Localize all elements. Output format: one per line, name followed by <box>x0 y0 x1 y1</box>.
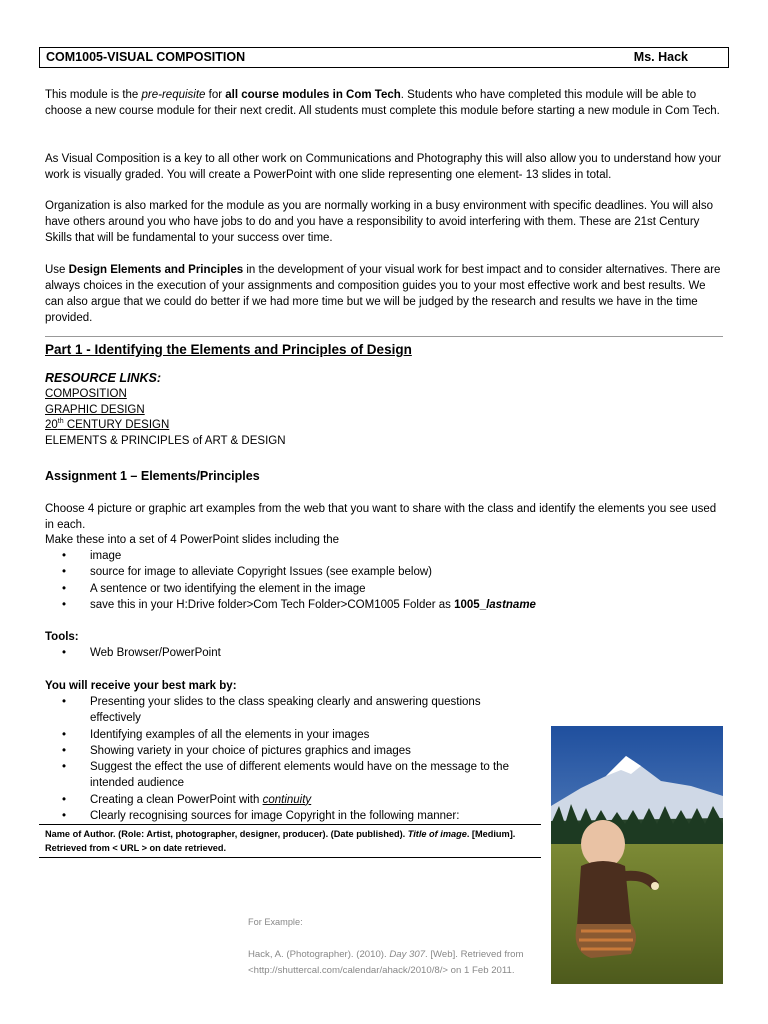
list-item <box>62 645 221 661</box>
example-photo <box>551 726 723 984</box>
example-citation <box>248 947 538 978</box>
link-elements-principles[interactable]: ELEMENTS & PRINCIPLES of ART & DESIGN <box>45 434 286 447</box>
list-item-text: A sentence or two identifying the element in the image <box>90 582 366 595</box>
text-run-italic: pre-requisite <box>141 89 206 101</box>
intro-paragraph-4 <box>45 262 725 326</box>
baby-in-meadow-photo <box>551 726 723 984</box>
marks-heading: You will receive your best mark by: <box>45 680 237 692</box>
text-run: 20 <box>45 419 58 431</box>
assignment-paragraph: Choose 4 picture or graphic art examples from the web that you want to share with the class and identify the elements you see used in each. <box>45 503 717 531</box>
tools-heading: Tools: <box>45 631 79 643</box>
resource-links <box>45 387 286 449</box>
marks-list <box>62 694 522 824</box>
bullet: • <box>62 744 67 757</box>
bullet: • <box>62 728 67 741</box>
list-item-text: Clearly recognising sources for image Copyright in the following manner: <box>90 810 460 823</box>
citation-format-box <box>39 824 541 858</box>
bullet: • <box>62 761 67 774</box>
superscript: th <box>57 418 64 426</box>
list-item-text: Suggest the effect the use of different elements would have on the message to the intended audience <box>90 761 509 790</box>
text-run: CENTURY DESIGN <box>63 419 170 431</box>
text-run: . [Medium]. Retrieved from < URL > on date retrieved. <box>45 829 516 853</box>
bullet: • <box>62 566 67 579</box>
list-item <box>62 759 522 792</box>
text-run-italic: Day 307 <box>389 949 426 960</box>
text-run-bold: all course modules in Com Tech <box>225 89 401 101</box>
link-20th-century-design[interactable] <box>45 418 286 434</box>
list-item <box>62 743 522 759</box>
example-label: For Example: <box>248 917 303 927</box>
list-item <box>62 792 522 808</box>
bullet: • <box>62 598 67 611</box>
section-divider <box>45 336 723 337</box>
text-run-italic: continuity <box>262 793 312 806</box>
bullet: • <box>62 696 67 708</box>
list-item <box>62 597 536 613</box>
course-title: COM1005-VISUAL COMPOSITION <box>46 50 246 64</box>
text-run-bold: Design Elements and Principles <box>68 264 244 276</box>
list-item <box>62 694 522 727</box>
bullet: • <box>62 582 67 595</box>
intro-paragraph-1 <box>45 87 725 119</box>
assignment-heading: Assignment 1 – Elements/Principles <box>45 469 260 483</box>
text-run-italic: Title of image <box>407 829 467 839</box>
intro-paragraph-2: As Visual Composition is a key to all other work on Communications and Photography this will also allow you to understand how your work is visually graded. You will create a PowerPoint with one slide representing one element- 13 slides in total. <box>45 153 722 181</box>
text-run-bold-italic: lastname <box>486 598 536 611</box>
text-run: . [Web]. Retrieved from <http://shuttercal.com/calendar/ahack/2010/8/> on 1 Feb 2011. <box>248 949 524 976</box>
list-item-text: source for image to alleviate Copyright Issues (see example below) <box>90 566 432 579</box>
text-run: This module is the <box>45 89 142 101</box>
bullet: • <box>62 647 67 659</box>
resource-links-heading: RESOURCE LINKS: <box>45 371 161 385</box>
list-item-text: Creating a clean PowerPoint with <box>90 793 263 806</box>
list-item <box>62 581 536 597</box>
list-item-text: image <box>90 550 122 562</box>
tools-list <box>62 645 221 661</box>
list-item <box>62 808 522 824</box>
list-item-text: Presenting your slides to the class speaking clearly and answering questions effectively <box>90 696 481 725</box>
assignment-list <box>62 548 536 613</box>
text-run: Use <box>45 264 69 276</box>
text-run-bold: 1005_ <box>454 598 487 611</box>
text-run: in the development of your visual work for best impact and to consider alternatives. There are always choices in the execution of your assignments and composition guides you to your most effective work and best results. We can also argue that we could do better if we had more time but we will be judged by the research and results we have in the time provided. <box>45 264 721 324</box>
bullet: • <box>62 810 67 823</box>
course-header <box>39 47 729 68</box>
text-run: for <box>205 89 226 101</box>
assignment-intro-line: Make these into a set of 4 PowerPoint slides including the <box>45 534 340 546</box>
list-item <box>62 548 536 564</box>
link-graphic-design[interactable]: GRAPHIC DESIGN <box>45 403 145 416</box>
list-item <box>62 727 522 743</box>
part1-heading: Part 1 - Identifying the Elements and Principles of Design <box>45 342 412 357</box>
text-run: Hack, A. (Photographer). (2010). <box>248 949 390 960</box>
list-item-text: save this in your H:Drive folder>Com Tech Folder>COM1005 Folder as <box>90 598 455 611</box>
text-run: . Students who have completed this module will be able to choose a new course module for their next credit. All students must complete this module before starting a new module in Com Tech. <box>45 89 720 117</box>
list-item <box>62 564 536 580</box>
list-item-text: Identifying examples of all the elements in your images <box>90 728 370 741</box>
bullet: • <box>62 550 67 562</box>
teacher-name: Ms. Hack <box>633 50 688 64</box>
text-run: Name of Author. (Role: Artist, photographer, designer, producer). (Date published). <box>45 829 408 839</box>
link-composition[interactable]: COMPOSITION <box>45 388 127 400</box>
list-item-text: Web Browser/PowerPoint <box>90 647 221 659</box>
list-item-text: Showing variety in your choice of pictures graphics and images <box>90 744 411 757</box>
intro-paragraph-3: Organization is also marked for the module as you are normally working in a busy environment with specific deadlines. You will also have others around you who have jobs to do and you have a responsibility to avoid interfering with them. These are 21st Century Skills that will be fundamental to your success over time. <box>45 200 713 244</box>
bullet: • <box>62 793 67 806</box>
